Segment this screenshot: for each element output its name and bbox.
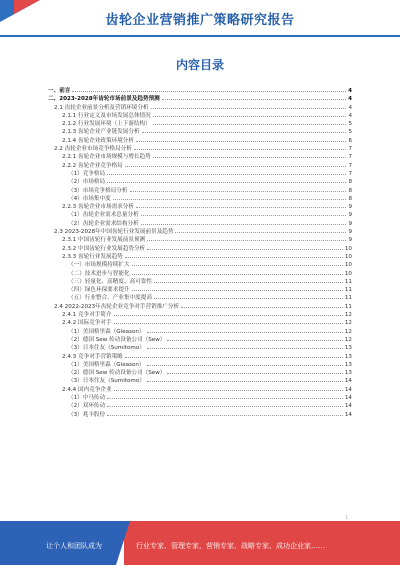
toc-entry[interactable]: [48, 210, 352, 218]
toc-entry[interactable]: [48, 360, 352, 368]
toc-leader-dots: [142, 127, 347, 133]
footer-diagonal: [116, 521, 130, 565]
toc-entry-title: （二）技术进步与智能化: [68, 270, 130, 277]
toc-entry-title: （1）中马传动: [68, 394, 106, 401]
toc-leader-dots: [136, 202, 346, 208]
toc-leader-dots: [107, 410, 343, 416]
toc-entry[interactable]: [48, 227, 352, 235]
footer-tagline: 行业专家、管理专家、营销专家、战略专家、成功企业家……: [136, 542, 325, 550]
toc-entry-page: 11: [344, 287, 352, 294]
toc-entry[interactable]: [48, 393, 352, 401]
toc-entry-page: 14: [344, 386, 352, 393]
toc-entry-page: 9: [348, 212, 352, 219]
toc-leader-dots: [167, 335, 343, 341]
toc-entry-page: 5: [348, 121, 352, 128]
toc-leader-dots: [153, 111, 347, 117]
toc-leader-dots: [151, 103, 347, 109]
toc-entry-title: （2）双环传动: [68, 403, 106, 410]
toc-entry[interactable]: [48, 119, 352, 127]
toc-entry-page: 9: [348, 229, 352, 236]
toc-entry[interactable]: [48, 376, 352, 384]
toc-entry[interactable]: [48, 244, 352, 252]
toc-entry-title: （2）市场格局: [68, 179, 106, 186]
toc-leader-dots: [132, 269, 343, 275]
toc-entry[interactable]: [48, 94, 352, 102]
toc-entry-title: 2.3.2 中国齿轮行业发展趋势分析: [62, 245, 146, 252]
toc-entry[interactable]: [48, 177, 352, 185]
toc-leader-dots: [154, 277, 343, 283]
toc-entry[interactable]: [48, 111, 352, 119]
toc-leader-dots: [147, 360, 343, 366]
page-header: [0, 0, 400, 36]
toc-entry[interactable]: [48, 186, 352, 194]
toc-leader-dots: [107, 177, 346, 183]
toc-entry-page: 8: [348, 187, 352, 194]
toc-entry-page: 9: [348, 204, 352, 211]
toc-entry-title: 2.4.4 国内竞争企业: [62, 386, 112, 393]
toc-leader-dots: [154, 293, 343, 299]
toc-entry-page: 8: [348, 179, 352, 186]
toc-entry-page: 14: [344, 403, 352, 410]
toc-leader-dots: [167, 368, 343, 374]
toc-entry-page: 7: [348, 154, 352, 161]
toc-entry[interactable]: [48, 269, 352, 277]
toc-entry[interactable]: [48, 285, 352, 293]
toc-entry-page: 14: [344, 378, 352, 385]
toc-entry-title: （1）美国格里森（Gleason）: [68, 328, 145, 335]
toc-entry-title: （3）日本住友（Sumitomo）: [68, 378, 145, 385]
toc-entry-page: 9: [348, 237, 352, 244]
toc-entry-page: 6: [348, 137, 352, 144]
toc-entry-title: （2）齿轮企业需求结构分析: [68, 220, 139, 227]
toc-entry-title: 2.4.3 竞争对手营销策略: [62, 353, 123, 360]
toc-leader-dots: [141, 210, 347, 216]
toc-leader-dots: [107, 393, 343, 399]
page-number: 1: [345, 515, 348, 520]
toc-entry-page: 9: [348, 220, 352, 227]
toc-entry[interactable]: [48, 202, 352, 210]
toc-leader-dots: [147, 235, 346, 241]
toc-entry-title: （一）市场规模持续扩大: [68, 262, 130, 269]
toc-leader-dots: [130, 186, 347, 192]
toc-entry-title: 2.1 齿轮企业前景分析及营销环境分析: [54, 104, 149, 111]
toc-entry[interactable]: [48, 235, 352, 243]
toc-heading: 内容目录: [175, 58, 224, 72]
toc-entry[interactable]: [48, 169, 352, 177]
toc-entry-page: 7: [348, 146, 352, 153]
toc-entry-page: 5: [348, 129, 352, 136]
toc-entry[interactable]: [48, 293, 352, 301]
page-footer: [0, 521, 400, 565]
toc-entry-page: 11: [344, 303, 352, 310]
toc-entry-title: 2.2 齿轮企业市场竞争格局分析: [54, 146, 132, 153]
toc-leader-dots: [181, 302, 343, 308]
toc-entry-page: 11: [344, 295, 352, 302]
toc-entry[interactable]: [48, 136, 352, 144]
toc-leader-dots: [132, 260, 343, 266]
toc-entry-title: 2.1.3 齿轮企业产业链发展分析: [62, 129, 140, 136]
toc-leader-dots: [132, 285, 343, 291]
toc-entry-page: 12: [344, 336, 352, 343]
toc-entry-page: 13: [344, 345, 352, 352]
toc-entry[interactable]: [48, 385, 352, 393]
toc-leader-dots: [147, 327, 343, 333]
toc-leader-dots: [113, 194, 347, 200]
toc-entry-page: 12: [344, 320, 352, 327]
toc-entry[interactable]: [48, 401, 352, 409]
toc-entry-title: 2.4.1 竞争对手简介: [62, 312, 112, 319]
toc-entry[interactable]: [48, 410, 352, 418]
toc-entry-title: 二、2023-2028年齿轮市场前景及趋势预测: [48, 96, 160, 103]
toc-leader-dots: [72, 86, 346, 92]
toc-leader-dots: [125, 352, 343, 358]
toc-entry[interactable]: [48, 310, 352, 318]
toc-entry-title: 2.1.2 行业发展环境（上下游结构）: [62, 121, 151, 128]
toc-entry[interactable]: [48, 318, 352, 326]
toc-entry[interactable]: [48, 302, 352, 310]
toc-entry-page: 10: [344, 253, 352, 260]
toc-entry-page: 10: [344, 245, 352, 252]
toc-leader-dots: [153, 152, 347, 158]
toc-entry-title: （五）行业整合、产业集中度提高: [68, 295, 152, 302]
toc-entry-title: （1）齿轮企业需求总量分析: [68, 212, 139, 219]
toc-entry[interactable]: [48, 86, 352, 94]
toc-leader-dots: [114, 385, 343, 391]
toc-entry-page: 11: [344, 278, 352, 285]
toc-entry-title: （1）美国格里森（Gleason）: [68, 361, 145, 368]
toc-entry-title: 2.1.4 齿轮企业政策环境分析: [62, 137, 134, 144]
toc-entry[interactable]: [48, 152, 352, 160]
toc-entry-page: 10: [344, 270, 352, 277]
toc-entry-title: 2.2.1 齿轮企业市场规模与增长趋势: [62, 154, 151, 161]
toc-leader-dots: [147, 244, 343, 250]
toc-leader-dots: [175, 227, 346, 233]
toc-entry-title: 2.1.1 行业定义及市场发展总体情况: [62, 112, 151, 119]
toc-entry-title: 2.2.2 齿轮企业竞争格局: [62, 162, 123, 169]
toc-entry-page: 12: [344, 312, 352, 319]
toc-entry[interactable]: [48, 103, 352, 111]
toc-entry-page: 7: [348, 162, 352, 169]
toc-entry[interactable]: [48, 260, 352, 268]
toc-entry-title: （3）市场竞争格局分析: [68, 187, 128, 194]
toc-entry-page: 10: [344, 262, 352, 269]
toc-entry-title: 2.2.3 齿轮企业市场需求分析: [62, 204, 134, 211]
toc-leader-dots: [107, 169, 346, 175]
toc-entry-title: （2）德国 Sew 传动设备公司（Sew）: [68, 370, 166, 377]
toc-leader-dots: [153, 119, 347, 125]
toc-leader-dots: [147, 343, 343, 349]
header-divider: [0, 35, 400, 37]
report-title: 齿轮企业营销推广策略研究报告: [105, 13, 295, 28]
toc-entry-page: 8: [348, 195, 352, 202]
toc-leader-dots: [125, 252, 343, 258]
toc-entry-page: 4: [348, 96, 352, 103]
toc-leader-dots: [162, 94, 346, 100]
toc-entry-page: 4: [348, 104, 352, 111]
footer-slogan: 让个人和团队成为: [46, 542, 102, 550]
toc-entry-page: 14: [344, 411, 352, 418]
toc-entry[interactable]: [48, 368, 352, 376]
toc-entry-page: 13: [344, 361, 352, 368]
table-of-contents: [48, 86, 352, 418]
toc-entry-title: （4）市场集中度: [68, 195, 111, 202]
toc-entry-title: 2.3 2023-2028年中国齿轮行业发展前景及趋势: [54, 229, 174, 236]
toc-leader-dots: [136, 136, 346, 142]
toc-entry-page: 4: [348, 112, 352, 119]
toc-entry-title: （2）德国 Sew 传动设备公司（Sew）: [68, 336, 166, 343]
toc-leader-dots: [134, 144, 347, 150]
toc-entry[interactable]: [48, 194, 352, 202]
toc-entry[interactable]: [48, 352, 352, 360]
toc-entry[interactable]: [48, 252, 352, 260]
toc-entry-page: 4: [348, 88, 352, 94]
toc-leader-dots: [114, 310, 343, 316]
toc-entry-title: （三）轻量化、高精度、高可靠性: [68, 278, 152, 285]
toc-entry-title: 2.3.3 齿轮行业发展趋势: [62, 253, 123, 260]
toc-leader-dots: [147, 376, 343, 382]
toc-entry-title: 2.4.2 国际竞争对手: [62, 320, 112, 327]
toc-entry[interactable]: [48, 127, 352, 135]
toc-entry-title: 2.4 2022-2023年齿轮企业竞争对手营销推广分析: [54, 303, 180, 310]
toc-entry-page: 14: [344, 394, 352, 401]
toc-entry-title: （3）兆丰股份: [68, 411, 106, 418]
toc-entry-page: 7: [348, 170, 352, 177]
toc-entry-page: 13: [344, 370, 352, 377]
toc-leader-dots: [141, 219, 347, 225]
toc-leader-dots: [114, 318, 343, 324]
toc-entry[interactable]: [48, 335, 352, 343]
toc-entry[interactable]: [48, 161, 352, 169]
toc-entry-title: （1）竞争格局: [68, 170, 106, 177]
toc-leader-dots: [107, 401, 343, 407]
toc-entry[interactable]: [48, 219, 352, 227]
toc-entry[interactable]: [48, 327, 352, 335]
toc-entry-title: （3）日本住友（Sumitomo）: [68, 345, 145, 352]
toc-entry-page: 12: [344, 328, 352, 335]
toc-entry[interactable]: [48, 144, 352, 152]
toc-entry-title: 2.3.1 中国齿轮行业发展前景预测: [62, 237, 146, 244]
toc-entry-page: 13: [344, 353, 352, 360]
toc-entry[interactable]: [48, 343, 352, 351]
toc-leader-dots: [125, 161, 347, 167]
toc-entry[interactable]: [48, 277, 352, 285]
toc-entry-title: （四）绿色环保要求提升: [68, 287, 130, 294]
toc-entry-title: 一、前言: [48, 88, 71, 94]
